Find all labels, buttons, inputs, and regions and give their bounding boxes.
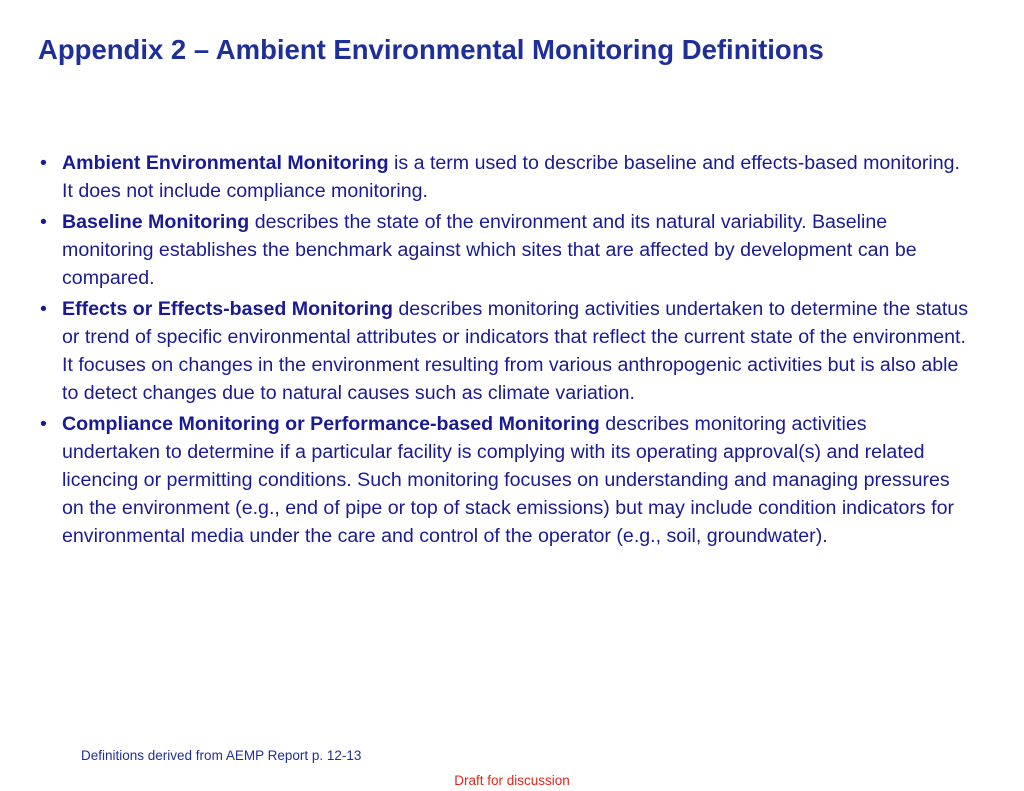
definition-term: Baseline Monitoring xyxy=(62,211,250,233)
definition-text: describes the state of the environment and its natural variability. Baseline monitoring establishes the benchmark against which sites that are affected by development can be compared. xyxy=(62,211,917,289)
source-footnote: Definitions derived from AEMP Report p. 12-13 xyxy=(81,748,362,763)
definition-item-compliance xyxy=(38,410,968,550)
bullet-icon: • xyxy=(40,211,47,233)
slide-title: Appendix 2 – Ambient Environmental Monitoring Definitions xyxy=(38,34,824,65)
definitions-list xyxy=(38,149,968,553)
definition-text: describes monitoring activities undertaken to determine the status or trend of specific environmental attributes or indicators that reflect the current state of the environment. It focuses on changes in the environment resulting from various anthropogenic activities but is also able to detect changes due to natural causes such as climate variation. xyxy=(62,298,969,404)
draft-label: Draft for discussion xyxy=(454,773,570,788)
definition-item-ambient xyxy=(38,149,968,205)
definition-item-effects xyxy=(38,295,968,407)
definition-text: is a term used to describe baseline and effects-based monitoring. It does not include compliance monitoring. xyxy=(62,152,961,202)
definition-term: Ambient Environmental Monitoring xyxy=(62,152,389,174)
definition-item-baseline xyxy=(38,208,968,292)
definition-text: describes monitoring activities undertaken to determine if a particular facility is complying with its operating approval(s) and related licencing or permitting conditions. Such monitoring focuses on understanding and managing pressures on the environment (e.g., end of pipe or top of stack emissions) but may include condition indicators for environmental media under the care and control of the operator (e.g., soil, groundwater). xyxy=(62,413,954,547)
bullet-icon: • xyxy=(40,298,47,320)
definition-term: Effects or Effects-based Monitoring xyxy=(62,298,393,320)
definition-term: Compliance Monitoring or Performance-based Monitoring xyxy=(62,413,600,435)
bullet-icon: • xyxy=(40,152,47,174)
bullet-icon: • xyxy=(40,413,47,435)
